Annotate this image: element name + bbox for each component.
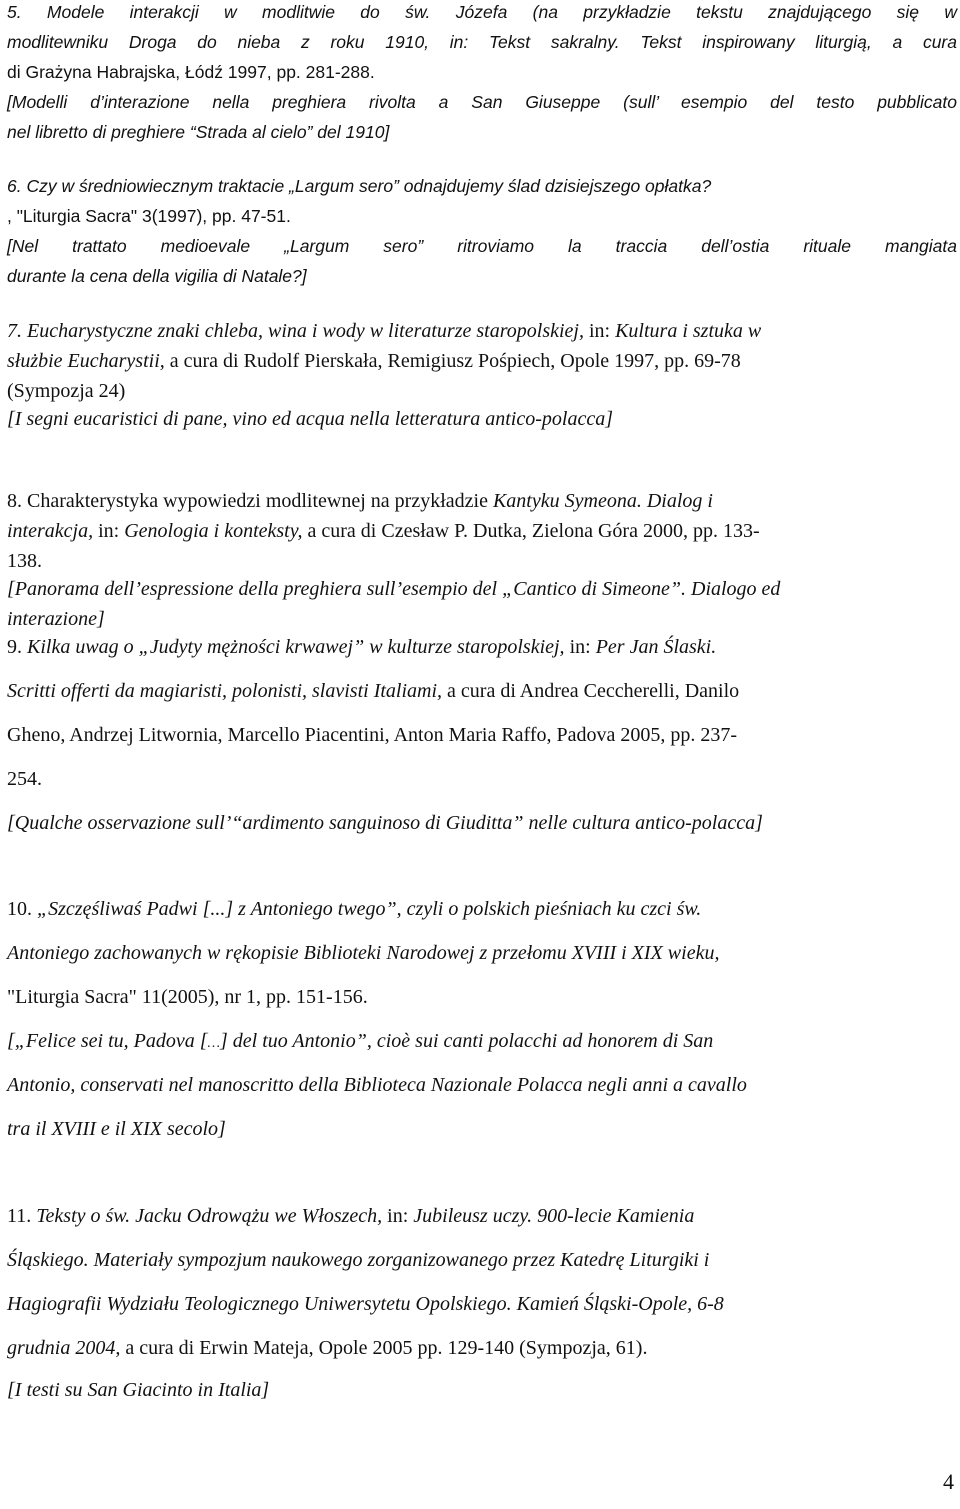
entry-7-translation: [I segni eucaristici di pane, vino ed acqua nella letteratura antico-polacca] (7, 408, 613, 430)
page-number: 4 (943, 1469, 954, 1494)
entry-6-line-2: , "Liturgia Sacra" 3(1997), pp. 47-51. (7, 206, 291, 226)
entry-9-book-title-part-2: Scritti offerti da magiaristi, polonisti, slavisti Italiami, (7, 680, 443, 702)
entry-6-line-1: 6. Czy w średniowiecznym traktacie „Largum sero” odnajdujemy ślad dzisiejszego opłatka? (7, 176, 712, 196)
entry-5-line-2: modlitewniku Droga do nieba z roku 1910, in: Tekst sakralny. Tekst inspirowany liturgią, a cura (7, 32, 957, 52)
entry-11-book-title-part-3: Hagiografii Wydziału Teologicznego Uniwersytetu Opolskiego. Kamień Śląski-Opole, 6-8 (7, 1293, 724, 1315)
entry-7-in: in: (583, 320, 616, 342)
entry-9-book-title-part-1: Per Jan Ślaski. (595, 636, 717, 658)
entry-8-title: 8. Charakterystyka wypowiedzi modlitewnej na przykładzie (7, 490, 493, 512)
entry-11-book-title-part-1: Jubileusz uczy. 900-lecie Kamienia (413, 1205, 695, 1227)
entry-8-editors: a cura di Czesław P. Dutka, Zielona Góra 2000, pp. 133- (302, 520, 760, 542)
entry-11-line-1 (7, 1205, 694, 1228)
entry-11-book-title-part-4: grudnia 2004, (7, 1337, 121, 1359)
entry-10-translation-line-1 (7, 1030, 713, 1053)
entry-5-line-1: 5. Modele interakcji w modlitwie do św. Józefa (na przykładzie tekstu znajdującego się w (7, 2, 957, 22)
entry-11-title: Teksty o św. Jacku Odrowążu we Włoszech, (36, 1205, 383, 1227)
entry-10-ellipsis: … (207, 1036, 220, 1051)
entry-8-translation-line-1: [Panorama dell’espressione della preghiera sull’esempio del „Cantico di Simeone”. Dialogo ed (7, 578, 781, 600)
entry-11-book-title-part-2: Śląskiego. Materiały sympozjum naukowego zorganizowanego przez Katedrę Liturgiki i (7, 1249, 710, 1271)
entry-7-line-2 (7, 350, 957, 373)
entry-10-translation-line-3: tra il XVIII e il XIX secolo] (7, 1118, 226, 1140)
entry-11-line-4 (7, 1337, 647, 1360)
entry-7-book-title-part-1: Kultura i sztuka w (615, 320, 762, 342)
entry-5-translation-line-1: [Modelli d’interazione nella preghiera rivolta a San Giuseppe (sull’ esempio del testo pubblicato (7, 92, 957, 112)
entry-6-translation-line-1: [Nel trattato medioevale „Largum sero” ritroviamo la traccia dell’ostia rituale mangiata (7, 236, 957, 256)
entry-8-in: in: (93, 520, 125, 542)
entry-10-line-1 (7, 898, 701, 921)
entry-8-line-2 (7, 520, 760, 543)
entry-9-line-2 (7, 680, 739, 703)
entry-7-book-title-part-2: służbie Eucharystii, (7, 350, 165, 372)
entry-10-number: 10. (7, 898, 37, 920)
entry-6-translation-line-2: durante la cena della vigilia di Natale?] (7, 266, 307, 286)
entry-8-line-1 (7, 490, 713, 513)
entry-7-line-1 (7, 320, 957, 343)
entry-11-translation: [I testi su San Giacinto in Italia] (7, 1379, 270, 1401)
entry-5-line-3: di Grażyna Habrajska, Łódź 1997, pp. 281-288. (7, 62, 375, 82)
entry-8-translation-line-2: interazione] (7, 608, 105, 630)
entry-10-title-part-2: Antoniego zachowanych w rękopisie Biblioteki Narodowej z przełomu XVIII i XIX wieku, (7, 942, 720, 964)
entry-11-in: in: (382, 1205, 414, 1227)
entry-11-number: 11. (7, 1205, 37, 1227)
entry-7-series: (Sympozja 24) (7, 380, 126, 402)
entry-10-translation-part-1: [„Felice sei tu, Padova [ (7, 1030, 208, 1052)
entry-10-translation-line-2: Antonio, conservati nel manoscritto della Biblioteca Nazionale Polacca negli anni a cavallo (7, 1074, 747, 1096)
entry-9-line-1 (7, 636, 716, 659)
entry-9-pages-end: 254. (7, 768, 42, 790)
entry-9-editors-part-1: a cura di Andrea Ceccherelli, Danilo (442, 680, 740, 702)
entry-11-editors: a cura di Erwin Mateja, Opole 2005 pp. 129-140 (Sympozja, 61). (120, 1337, 648, 1359)
entry-7-title: 7. Eucharystyczne znaki chleba, wina i wody w literaturze staropolskiej, (7, 320, 584, 342)
entry-10-translation-part-2: ] del tuo Antonio”, cioè sui canti polacchi ad honorem di San (219, 1030, 714, 1052)
entry-5-translation-line-2: nel libretto di preghiere “Strada al cielo” del 1910] (7, 122, 390, 142)
entry-8-subtitle-part-2: interakcja, (7, 520, 94, 542)
entry-10-journal: "Liturgia Sacra" 11(2005), nr 1, pp. 151-156. (7, 986, 368, 1008)
entry-9-translation: [Qualche osservazione sull’“ardimento sanguinoso di Giuditta” nelle cultura antico-polacca] (7, 812, 763, 834)
entry-8-book-title: Genologia i konteksty, (124, 520, 303, 542)
entry-7-editors: a cura di Rudolf Pierskała, Remigiusz Pośpiech, Opole 1997, pp. 69-78 (164, 350, 741, 372)
entry-9-editors-part-2: Gheno, Andrzej Litwornia, Marcello Piacentini, Anton Maria Raffo, Padova 2005, pp. 237- (7, 724, 738, 746)
entry-9-in: in: (564, 636, 596, 658)
entry-10-title-part-1: „Szczęśliwaś Padwi [...] z Antoniego twego”, czyli o polskich pieśniach ku czci św. (37, 898, 702, 920)
entry-8-subtitle-part-1: Kantyku Symeona. Dialog i (492, 490, 713, 512)
entry-8-pages-end: 138. (7, 550, 42, 572)
entry-9-number: 9. (7, 636, 27, 658)
entry-9-title: Kilka uwag o „Judyty mężności krwawej” w kulturze staropolskiej, (27, 636, 565, 658)
